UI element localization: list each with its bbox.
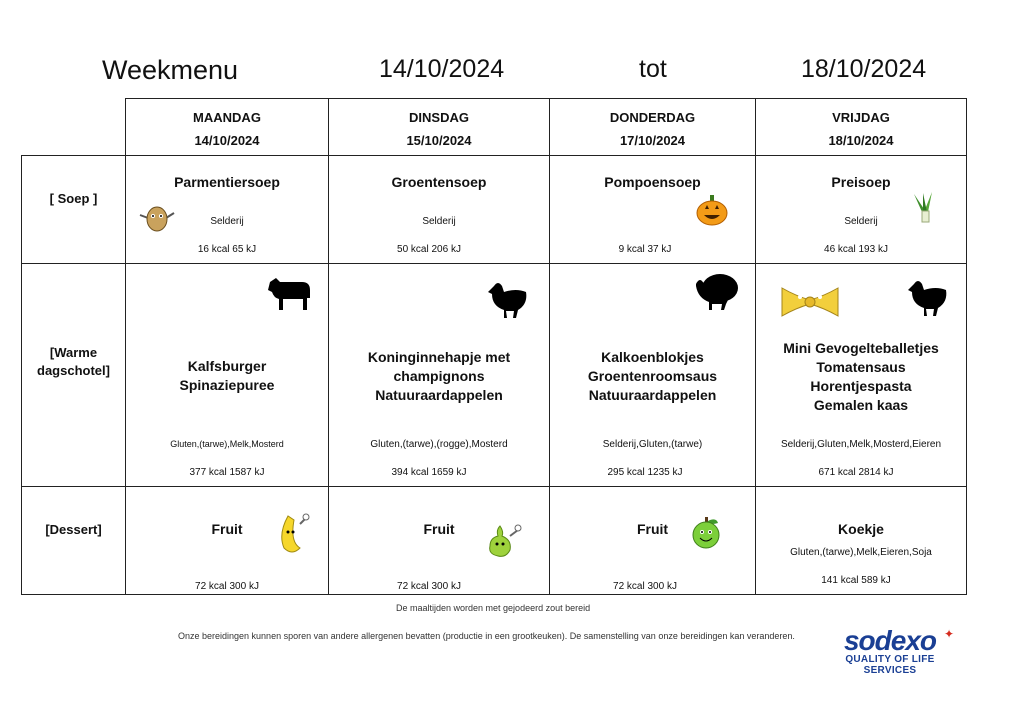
pasta-icon (778, 284, 842, 320)
date-from: 14/10/2024 (379, 55, 505, 83)
main-dish: Kalfsburger Spinaziepuree (179, 358, 275, 393)
main-kcal: 671 kcal 2814 kJ (818, 467, 894, 478)
soup-name: Groentensoep (391, 174, 487, 190)
potato-icon (138, 203, 176, 233)
row-label-soup: [ Soep ] (49, 191, 98, 206)
star-icon: ✦ (943, 627, 954, 641)
sodexo-logo (820, 625, 960, 676)
dessert-name: Fruit (636, 521, 669, 537)
dessert-kcal: 72 kcal 300 kJ (397, 581, 461, 592)
soup-kcal: 16 kcal 65 kJ (197, 244, 257, 255)
allergen-disclaimer: Onze bereidingen kunnen sporen van andere allergenen bevatten (productie in een grootkeuken). De samenstelling van onze bereidingen kan veranderen. (178, 631, 795, 641)
turkey-icon (690, 272, 740, 312)
chicken-icon (906, 276, 950, 318)
dessert-kcal: 141 kcal 589 kJ (821, 575, 891, 586)
chicken-icon (486, 278, 530, 320)
soup-name: Pompoensoep (604, 174, 701, 190)
soup-name: Parmentiersoep (174, 174, 280, 190)
dessert-name: Fruit (211, 521, 243, 537)
banana-icon (274, 512, 310, 556)
day-header: MAANDAG 14/10/2024 (193, 110, 261, 148)
soup-kcal: 46 kcal 193 kJ (824, 244, 888, 255)
day-header: DINSDAG 15/10/2024 (406, 110, 472, 148)
soup-name: Preisoep (831, 174, 891, 190)
salt-note: De maaltijden worden met gejodeerd zout bereid (396, 603, 591, 613)
main-kcal: 295 kcal 1235 kJ (607, 467, 683, 478)
day-header: DONDERDAG 17/10/2024 (609, 110, 696, 148)
soup-allergens: Selderij (844, 216, 878, 227)
leek-icon (908, 190, 938, 224)
cow-icon (266, 272, 314, 312)
page-title: Weekmenu (102, 55, 239, 85)
logo-tagline: QUALITY OF LIFE SERVICES (845, 654, 935, 676)
dessert-kcal: 72 kcal 300 kJ (195, 581, 259, 592)
day-header: VRIJDAG 18/10/2024 (828, 110, 894, 148)
main-dish: Kalkoenblokjes Groentenroomsaus Natuuraardappelen (587, 349, 718, 403)
soup-allergens: Selderij (210, 216, 244, 227)
main-allergens: Gluten,(tarwe),Melk,Mosterd (170, 439, 284, 449)
main-allergens: Selderij,Gluten,Melk,Mosterd,Eieren (780, 439, 942, 450)
pear-icon (482, 520, 522, 558)
dessert-kcal: 72 kcal 300 kJ (613, 581, 677, 592)
soup-kcal: 50 kcal 206 kJ (397, 244, 461, 255)
dessert-name: Koekje (838, 521, 884, 537)
main-kcal: 394 kcal 1659 kJ (391, 467, 467, 478)
row-label-main: [Warme dagschotel] (37, 345, 110, 378)
date-to: 18/10/2024 (801, 55, 927, 83)
soup-allergens: Selderij (422, 216, 456, 227)
main-allergens: Gluten,(tarwe),(rogge),Mosterd (370, 439, 508, 450)
soup-kcal: 9 kcal 37 kJ (618, 244, 672, 255)
date-separator: tot (639, 55, 667, 83)
main-allergens: Selderij,Gluten,(tarwe) (602, 439, 703, 450)
main-kcal: 377 kcal 1587 kJ (189, 467, 265, 478)
row-label-dessert: [Dessert] (45, 522, 102, 537)
dessert-allergens: Gluten,(tarwe),Melk,Eieren,Soja (790, 547, 932, 558)
pumpkin-icon (695, 193, 729, 227)
main-dish: Mini Gevogelteballetjes Tomatensaus Horentjespasta Gemalen kaas (783, 340, 939, 413)
logo-brand: sodexo (843, 625, 937, 656)
main-dish: Koninginnehapje met champignons Natuuraardappelen (367, 349, 511, 403)
dessert-name: Fruit (423, 521, 455, 537)
apple-icon (688, 515, 724, 551)
